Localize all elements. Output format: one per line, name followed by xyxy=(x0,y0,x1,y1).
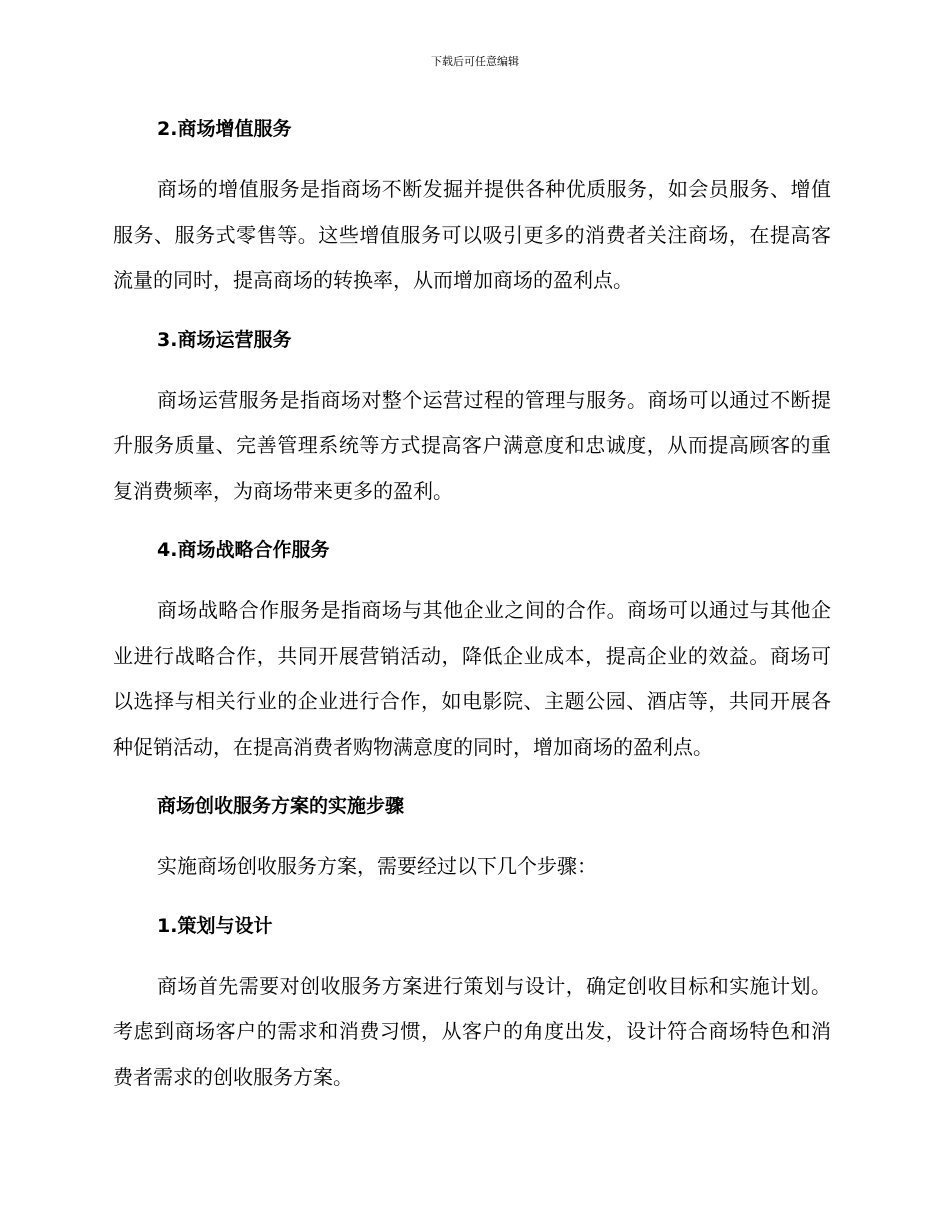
section-paragraph: 商场的增值服务是指商场不断发掘并提供各种优质服务，如会员服务、增值服务、服务式零售等。这些增值服务可以吸引更多的消费者关注商场，在提高客流量的同时，提高商场的转换率，从而增加商场的盈利点。 xyxy=(113,177,831,292)
section-heading: 2.商场增值服务 xyxy=(157,118,292,140)
section-heading: 4.商场战略合作服务 xyxy=(157,539,330,561)
section-paragraph: 商场首先需要对创收服务方案进行策划与设计，确定创收目标和实施计划。考虑到商场客户的需求和消费习惯，从客户的角度出发，设计符合商场特色和消费者需求的创收服务方案。 xyxy=(113,973,831,1089)
section-value-added-services xyxy=(113,106,831,317)
section-planning-and-design xyxy=(113,903,831,1101)
page-header-note: 下载后可任意编辑 xyxy=(431,55,519,68)
section-strategic-cooperation xyxy=(113,527,831,783)
section-paragraph: 商场运营服务是指商场对整个运营过程的管理与服务。商场可以通过不断提升服务质量、完善管理系统等方式提高客户满意度和忠诚度，从而提高顾客的重复消费频率，为商场带来更多的盈利。 xyxy=(113,387,831,503)
document-body xyxy=(113,106,831,1100)
section-heading: 1.策划与设计 xyxy=(157,914,273,937)
section-heading: 商场创收服务方案的实施步骤 xyxy=(157,795,405,817)
section-operation-services xyxy=(113,317,831,528)
section-heading: 3.商场运营服务 xyxy=(157,328,292,351)
section-paragraph: 商场战略合作服务是指商场与其他企业之间的合作。商场可以通过与其他企业进行战略合作，共同开展营销活动，降低企业成本，提高企业的效益。商场可以选择与相关行业的企业进行合作，如电影院、主题公园、酒店等，共同开展各种促销活动，在提高消费者购物满意度的同时，增加商场的盈利点。 xyxy=(113,598,831,759)
section-paragraph: 实施商场创收服务方案，需要经过以下几个步骤： xyxy=(157,854,597,878)
section-implementation-steps xyxy=(113,783,831,903)
